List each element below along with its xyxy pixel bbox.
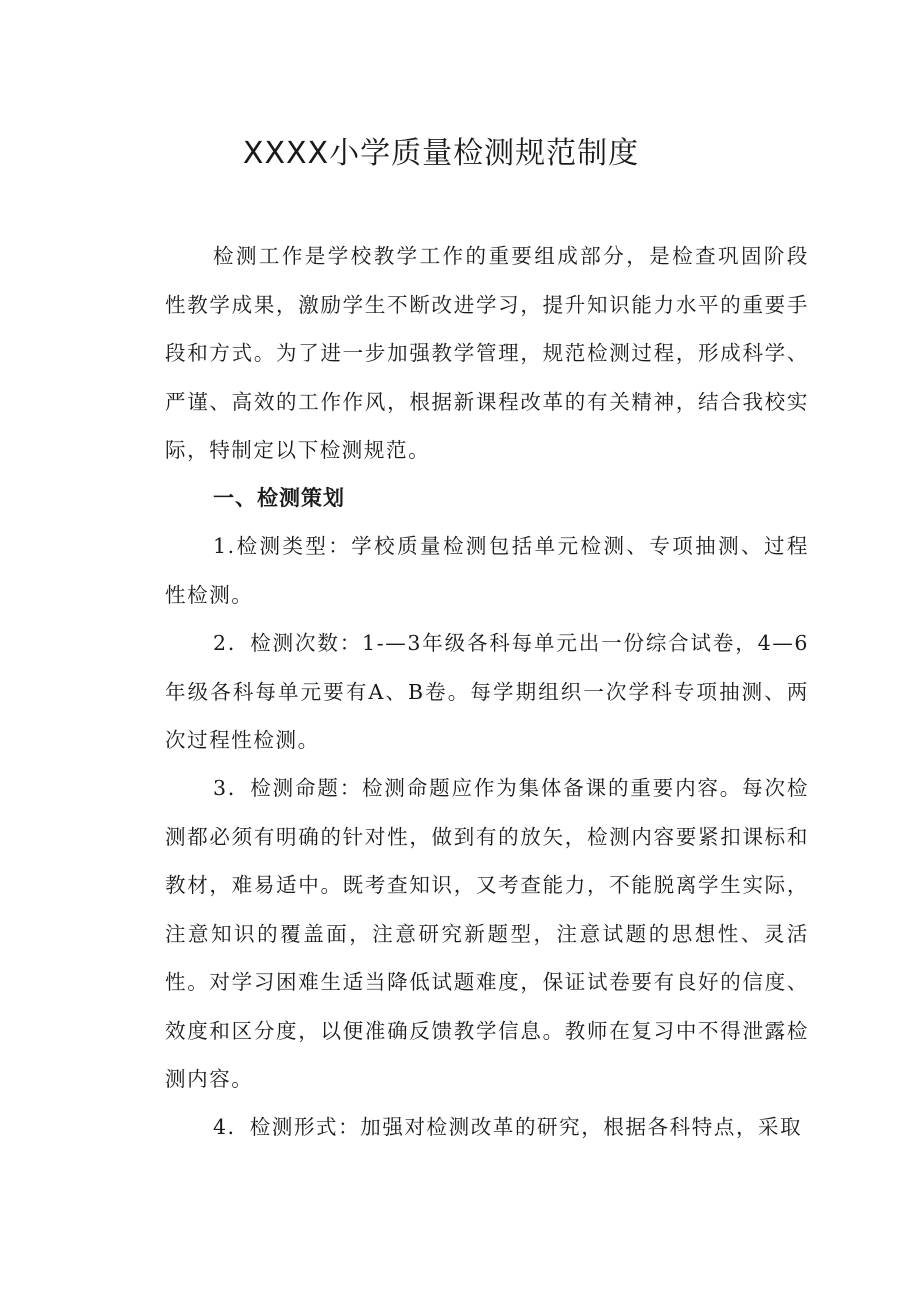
item-detection-type: 1.检测类型：学校质量检测包括单元检测、专项抽测、过程性检测。 bbox=[165, 534, 809, 607]
item-detection-form: 4．检测形式：加强对检测改革的研究，根据各科特点，采取 bbox=[213, 1115, 803, 1139]
section-heading: 一、检测策划 bbox=[213, 486, 345, 510]
item-detection-frequency: 2．检测次数：1-—3年级各科每单元出一份综合试卷，4—6年级各科每单元要有A、B卷。每学期组织一次学科专项抽测、两次过程性检测。 bbox=[165, 631, 809, 752]
intro-paragraph: 检测工作是学校教学工作的重要组成部分，是检查巩固阶段性教学成果，激励学生不断改进学习，提升知识能力水平的重要手段和方式。为了进一步加强教学管理，规范检测过程，形成科学、严谨、高效的工作作风，根据新课程改革的有关精神，结合我校实际，特制定以下检测规范。 bbox=[165, 244, 809, 462]
document-title: XXXX小学质量检测规范制度 bbox=[242, 136, 640, 171]
item-detection-proposition: 3．检测命题：检测命题应作为集体备课的重要内容。每次检测都必须有明确的针对性，做到有的放矢，检测内容要紧扣课标和教材，难易适中。既考查知识，又考查能力，不能脱离学生实际，注意知识的覆盖面，注意研究新题型，注意试题的思想性、灵活性。对学习困难生适当降低试题难度，保证试卷要有良好的信度、效度和区分度，以便准确反馈教学信息。教师在复习中不得泄露检测内容。 bbox=[165, 776, 809, 1091]
